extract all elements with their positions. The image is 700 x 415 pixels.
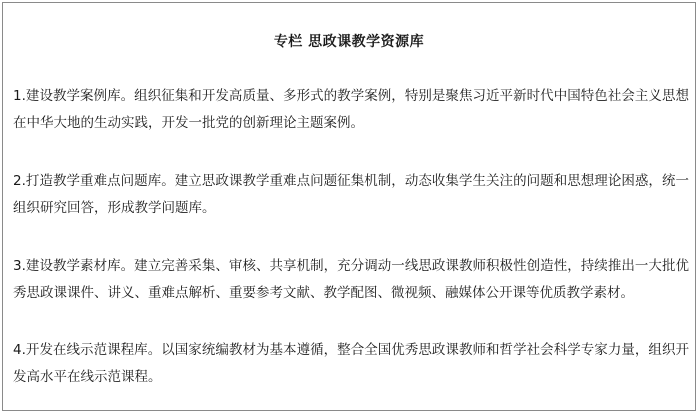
document-title: 专栏 思政课教学资源库 [273,34,425,50]
list-item: 4.开发在线示范课程库。以国家统编教材为基本遵循，整合全国优秀思政课教师和哲学社会科学专家力量，组织开发高水平在线示范课程。 [13,342,689,385]
list-item: 1.建设教学案例库。组织征集和开发高质量、多形式的教学案例，特别是聚焦习近平新时代中国特色社会主义思想在中华大地的生动实践，开发一批党的创新理论主题案例。 [13,88,689,131]
list-item: 3.建设教学素材库。建立完善采集、审核、共享机制，充分调动一线思政课教师积极性创造性，持续推出一大批优秀思政课课件、讲义、重难点解析、重要参考文献、教学配图、微视频、融媒体公开课等优质教学素材。 [13,258,689,301]
list-item: 2.打造教学重难点问题库。建立思政课教学重难点问题征集机制，动态收集学生关注的问题和思想理论困惑，统一组织研究回答，形成教学问题库。 [13,173,689,216]
document-frame [2,2,696,411]
